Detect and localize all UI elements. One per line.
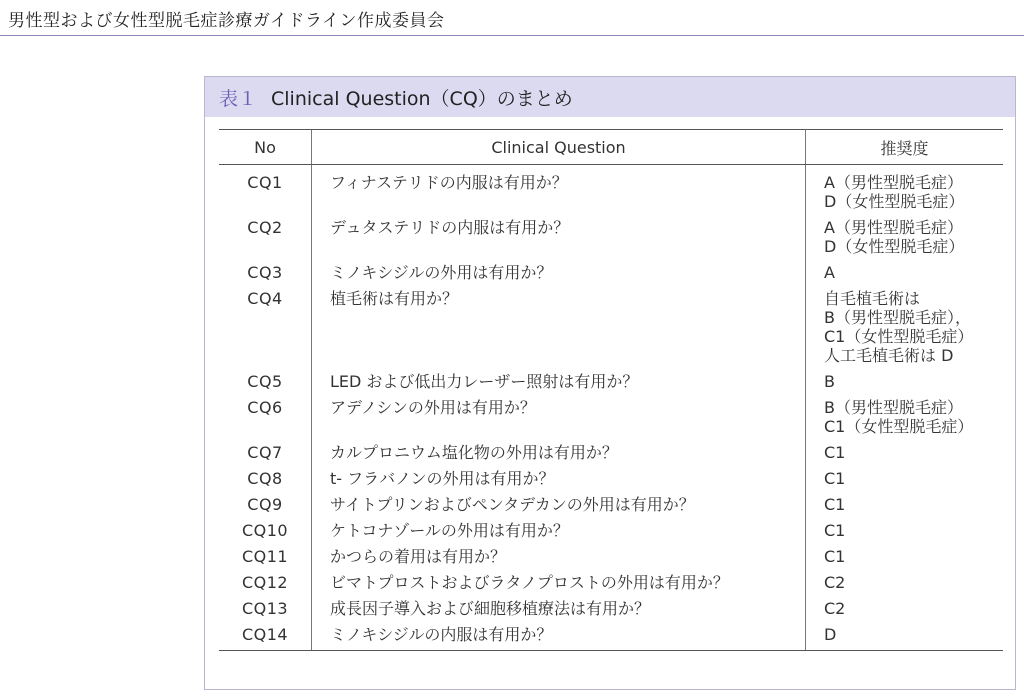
clinical-question: サイトプリンおよびペンタデカンの外用は有用か？ — [312, 495, 806, 521]
recommendation-cell — [806, 495, 1004, 521]
cq-summary-table — [219, 129, 1003, 651]
cq-number: CQ14 — [219, 625, 312, 651]
recommendation-cell — [806, 547, 1004, 573]
recommendation-grade: B（男性型脱毛症）， — [824, 308, 971, 327]
recommendation-grade: C1 — [824, 443, 846, 462]
recommendation-grade: C1 — [824, 495, 846, 514]
recommendation-cell — [806, 521, 1004, 547]
clinical-question: ミノキシジルの外用は有用か？ — [312, 263, 806, 289]
recommendation-grade: C1 — [824, 547, 846, 566]
cq-number: CQ1 — [247, 173, 283, 192]
recommendation-cell — [806, 289, 1004, 372]
table-row — [219, 218, 1003, 263]
header-clinical-question: Clinical Question — [312, 130, 806, 165]
clinical-question: デュタステリドの内服は有用か？ — [312, 218, 806, 263]
recommendation-cell — [806, 398, 1004, 443]
recommendation-cell — [806, 573, 1004, 599]
clinical-question: かつらの着用は有用か？ — [312, 547, 806, 573]
recommendation-grade: B（男性型脱毛症） — [824, 398, 963, 417]
header-rule — [0, 35, 1024, 36]
recommendation-grade: C2 — [824, 599, 846, 618]
recommendation-cell — [806, 599, 1004, 625]
cq-number: CQ7 — [247, 443, 283, 462]
clinical-question: フィナステリドの内服は有用か？ — [312, 165, 806, 219]
recommendation-grade: C1（女性型脱毛症） — [824, 327, 974, 346]
table-row — [219, 573, 1003, 599]
table-row — [219, 263, 1003, 289]
recommendation-cell — [806, 263, 1004, 289]
table-caption — [205, 77, 1015, 117]
recommendation-grade: C1 — [824, 521, 846, 540]
table-frame — [204, 76, 1016, 690]
table-row — [219, 469, 1003, 495]
recommendation-grade: A（男性型脱毛症） — [824, 218, 963, 237]
recommendation-grade: 人工毛植毛術は D — [824, 346, 954, 365]
recommendation-grade: D — [824, 625, 837, 644]
table-body — [219, 165, 1003, 651]
cq-number: CQ6 — [247, 398, 283, 417]
recommendation-grade: D（女性型脱毛症） — [824, 192, 965, 211]
clinical-question: 植毛術は有用か？ — [312, 289, 806, 372]
table-row — [219, 547, 1003, 573]
header-no: No — [219, 130, 312, 165]
clinical-question: ケトコナゾールの外用は有用か？ — [312, 521, 806, 547]
table-caption-number: 表１ — [219, 87, 258, 110]
table-row — [219, 289, 1003, 372]
running-header: 男性型および女性型脱毛症診療ガイドライン作成委員会 — [8, 11, 445, 31]
table-row — [219, 599, 1003, 625]
cq-number: CQ8 — [247, 469, 283, 488]
table-row — [219, 398, 1003, 443]
table-row — [219, 372, 1003, 398]
cq-number: CQ2 — [247, 218, 283, 237]
recommendation-cell — [806, 469, 1004, 495]
recommendation-grade: C1（女性型脱毛症） — [824, 417, 974, 436]
clinical-question: LED および低出力レーザー照射は有用か？ — [312, 372, 806, 398]
cq-number: CQ12 — [241, 573, 289, 592]
recommendation-grade: A — [824, 263, 835, 282]
recommendation-cell — [806, 218, 1004, 263]
clinical-question: アデノシンの外用は有用か？ — [312, 398, 806, 443]
cq-number: CQ13 — [241, 599, 289, 618]
table-row — [219, 443, 1003, 469]
recommendation-grade: C1 — [824, 469, 846, 488]
recommendation-grade: C2 — [824, 573, 846, 592]
table-row — [219, 165, 1003, 219]
cq-number: CQ11 — [241, 547, 289, 566]
recommendation-grade: 自毛植毛術は — [824, 289, 921, 308]
cq-number: CQ3 — [247, 263, 283, 282]
cq-number: CQ9 — [247, 495, 283, 514]
table-row — [219, 521, 1003, 547]
recommendation-cell — [806, 372, 1004, 398]
recommendation-grade: A（男性型脱毛症） — [824, 173, 963, 192]
recommendation-cell — [806, 443, 1004, 469]
recommendation-cell — [806, 625, 1004, 651]
cq-number: CQ4 — [247, 289, 283, 308]
clinical-question: ミノキシジルの内服は有用か？ — [312, 625, 806, 651]
recommendation-grade: B — [824, 372, 835, 391]
cq-number: CQ5 — [247, 372, 283, 391]
clinical-question: ビマトプロストおよびラタノプロストの外用は有用か？ — [312, 573, 806, 599]
table-row — [219, 625, 1003, 651]
clinical-question: カルプロニウム塩化物の外用は有用か？ — [312, 443, 806, 469]
table-row — [219, 495, 1003, 521]
table-header-row — [219, 130, 1003, 165]
cq-number: CQ10 — [241, 521, 289, 540]
recommendation-grade: D（女性型脱毛症） — [824, 237, 965, 256]
recommendation-cell — [806, 165, 1004, 219]
clinical-question: t- フラバノンの外用は有用か？ — [312, 469, 806, 495]
header-recommendation: 推奨度 — [806, 130, 1004, 165]
table-caption-title: Clinical Question（CQ）のまとめ — [271, 87, 573, 110]
clinical-question: 成長因子導入および細胞移植療法は有用か？ — [312, 599, 806, 625]
